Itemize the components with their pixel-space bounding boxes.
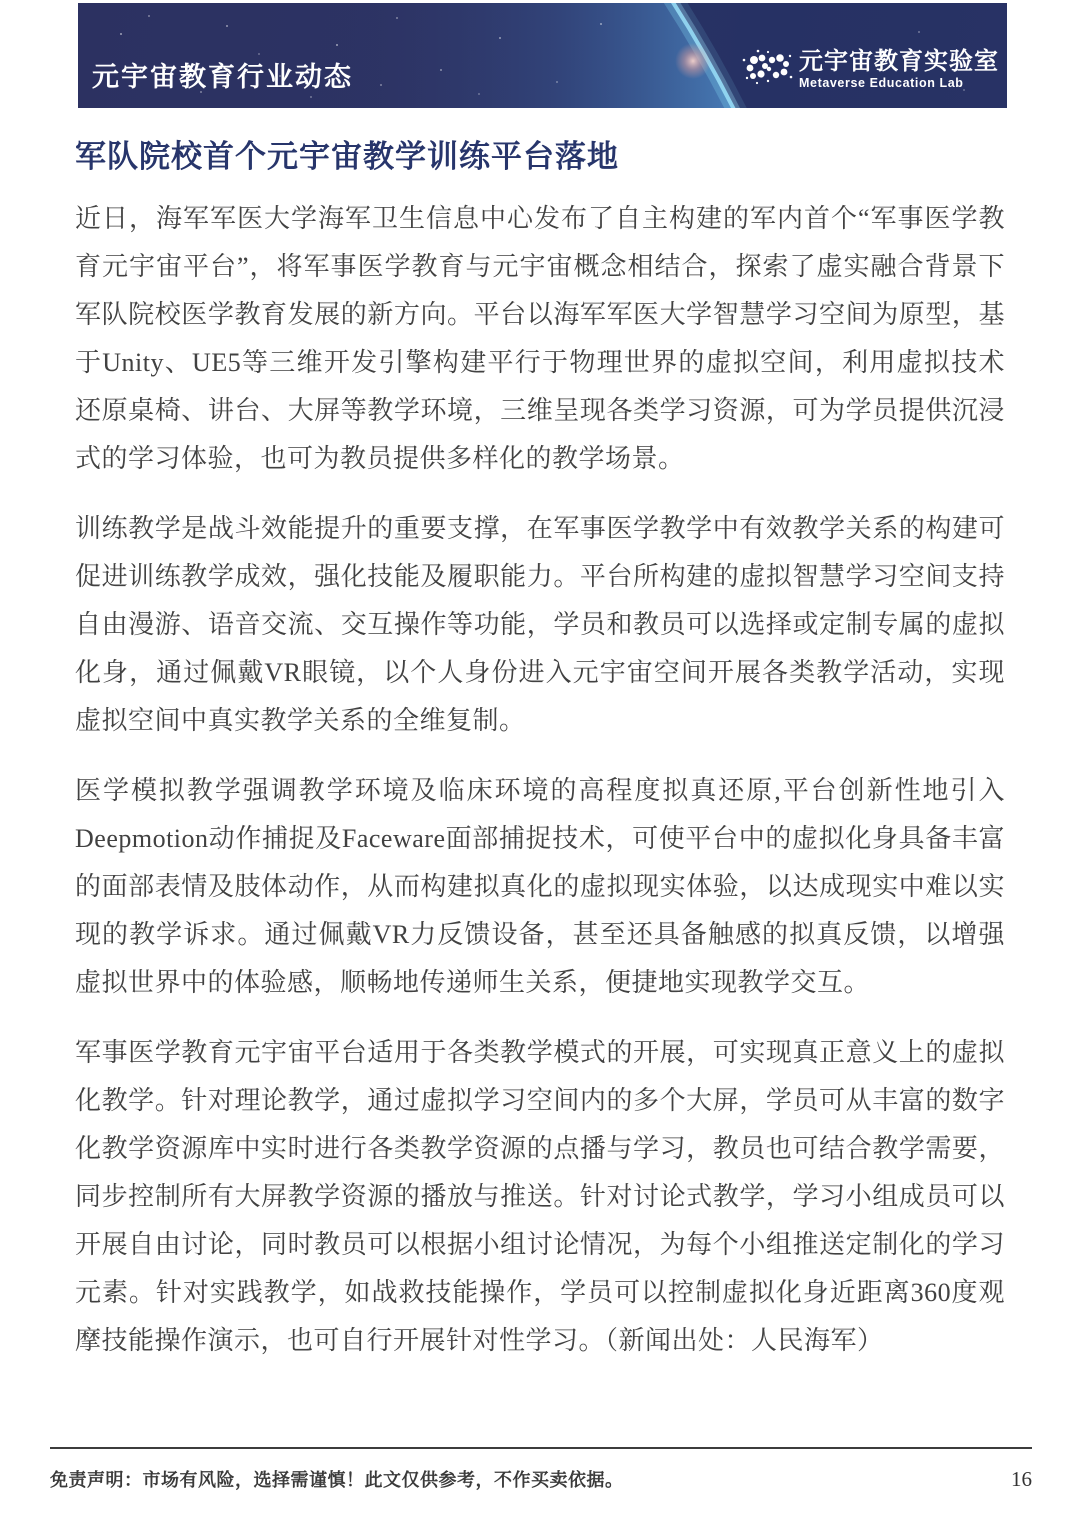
dots-cluster-logo-icon [741, 47, 793, 93]
paragraph-1: 近日，海军军医大学海军卫生信息中心发布了自主构建的军内首个“军事医学教育元宇宙平台”，将军事医学教育与元宇宙概念相结合，探索了虚实融合背景下军队院校医学教育发展的新方向。平台以海军军医大学智慧学习空间为原型，基于Unity、UE5等三维开发引擎构建平行于物理世界的虚拟空间，利用虚拟技术还原桌椅、讲台、大屏等教学环境，三维呈现各类学习资源，可为学员提供沉浸式的学习体验，也可为教员提供多样化的教学场景。 [75, 204, 1005, 473]
paragraph-4: 军事医学教育元宇宙平台适用于各类教学模式的开展，可实现真正意义上的虚拟化教学。针对理论教学，通过虚拟学习空间内的多个大屏，学员可从丰富的数字化教学资源库中实时进行各类教学资源的点播与学习，教员也可结合教学需要，同步控制所有大屏教学资源的播放与推送。针对讨论式教学，学习小组成员可以开展自由讨论，同时教员可以根据小组讨论情况，为每个小组推送定制化的学习元素。针对实践教学，如战救技能操作，学员可以控制虚拟化身近距离360度观摩技能操作演示，也可自行开展针对性学习。（新闻出处：人民海军） [75, 1038, 1005, 1355]
paragraph-2: 训练教学是战斗效能提升的重要支撑，在军事医学教学中有效教学关系的构建可促进训练教学成效，强化技能及履职能力。平台所构建的虚拟智慧学习空间支持自由漫游、语音交流、交互操作等功能，学员和教员可以选择或定制专属的虚拟化身，通过佩戴VR眼镜，以个人身份进入元宇宙空间开展各类教学活动，实现虚拟空间中真实教学关系的全维复制。 [75, 514, 1005, 735]
article-title: 军队院校首个元宇宙教学训练平台落地 [75, 139, 619, 174]
article-paragraphs [75, 195, 1005, 1365]
page-number: 16 [1011, 1467, 1032, 1491]
star-field [78, 3, 80, 5]
header-banner [78, 3, 1007, 108]
banner-title: 元宇宙教育行业动态 [92, 62, 353, 92]
lab-logo [741, 47, 999, 93]
page-footer [50, 1447, 1032, 1492]
logo-name-en: Metaverse Education Lab [799, 76, 964, 91]
logo-name-cn: 元宇宙教育实验室 [799, 48, 999, 76]
disclaimer-text: 免责声明：市场有风险，选择需谨慎！此文仅供参考，不作买卖依据。 [50, 1470, 624, 1490]
article [75, 108, 1005, 1387]
paragraph-3: 医学模拟教学强调教学环境及临床环境的高程度拟真还原,平台创新性地引入Deepmotion动作捕捉及Faceware面部捕捉技术，可使平台中的虚拟化身具备丰富的面部表情及肢体动作，从而构建拟真化的虚拟现实体验，以达成现实中难以实现的教学诉求。通过佩戴VR力反馈设备，甚至还具备触感的拟真反馈，以增强虚拟世界中的体验感，顺畅地传递师生关系，便捷地实现教学交互。 [75, 776, 1005, 997]
logo-text [799, 50, 999, 90]
